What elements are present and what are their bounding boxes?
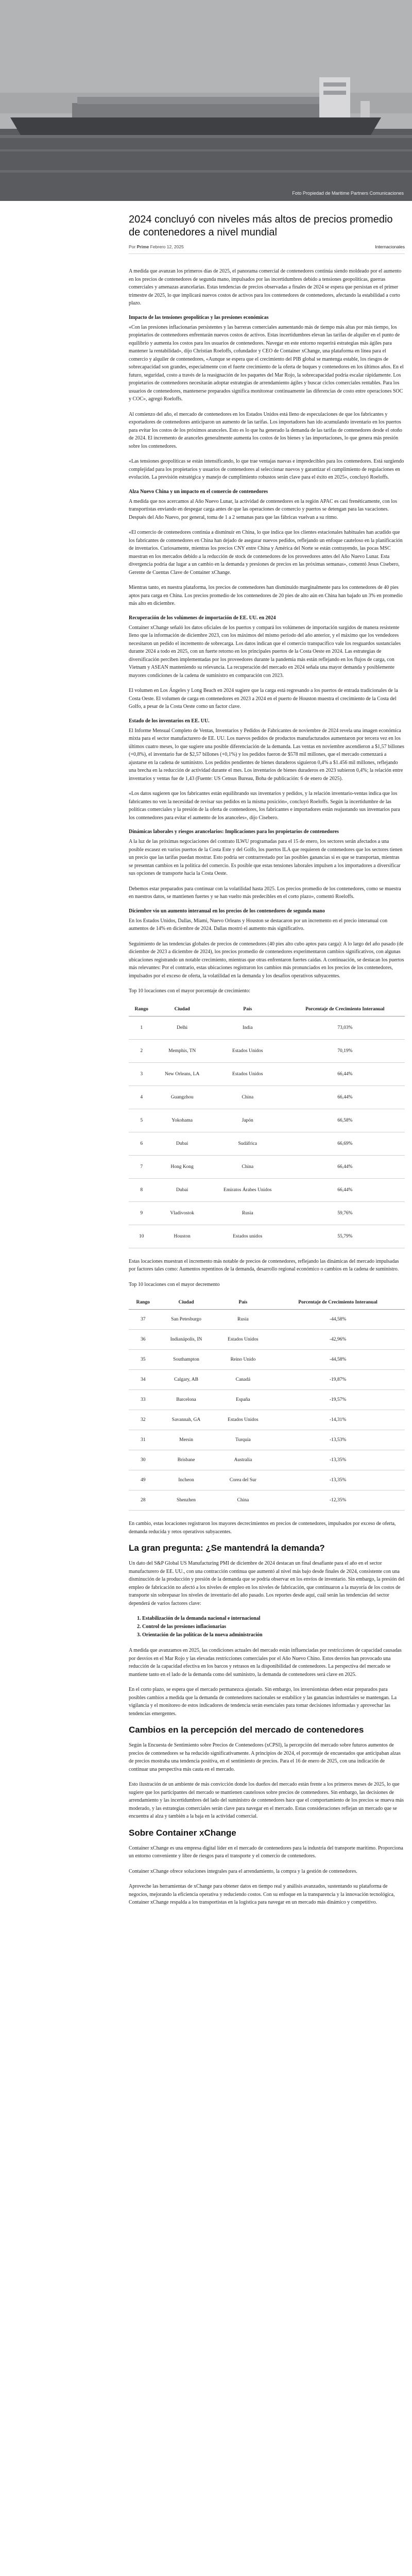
subheading: Impacto de las tensiones geopolíticas y las presiones económicas <box>129 314 269 320</box>
table-cell: -44,58% <box>271 1350 405 1370</box>
paragraph: «Con las presiones inflacionarias persistentes y las barreras comerciales aumentando más de tiempo más altas por más tiempo, los propietarios de contenedores enfrentarán nuevos costos de activos. Estas incertidumbres elevan las tarifas de alquiler en el punto de equilibrio y aumenta los costos para los usuarios de contenedores. Navegar en este entorno requerirá estrategias más ágiles para mantener la rentabilidad», dijo Christian Roeloffs, cofundador y CEO de Container xChange, una plataforma en línea para el comercio y alquiler de contenedores, «Aunque se espera que el crecimiento del PIB global se mantenga estable, los riesgos de sobrecapacidad son grandes, especialmente con el fuerte crecimiento de la oferta de buques y contenedores en los últimos años. En el futuro, seguridad, costo a través de la reasignación de los paquetes del Mar Rojo, la sobrecapacidad podría escalar rápidamente. Los propietarios de contenedores necesitarán adoptar estrategias de arrendamiento ágiles y buscar ciclos comerciales rentables. Para los usuarios de contenedores, mantenerse preparados significa monitorear continuamente las diferencias de costo entre operaciones SOC y COC», agregó Roeloffs. <box>129 324 404 402</box>
table-cell: Shenzhen <box>157 1490 215 1511</box>
table-row <box>129 1155 405 1178</box>
table-cell: Indianápolis, IN <box>157 1330 215 1350</box>
article-title: 2024 concluyó con niveles más altos de precios promedio de contenedores a nivel mundial <box>129 214 393 238</box>
table-cell: -19,57% <box>271 1390 405 1410</box>
paragraph: Top 10 locaciones con el mayor decremento <box>129 1281 220 1287</box>
growth-table <box>129 1003 405 1248</box>
section-heading: La gran pregunta: ¿Se mantendrá la demanda? <box>129 1543 325 1553</box>
subheading: Alza Nuevo China y un impacto en el comercio de contenedores <box>129 488 268 495</box>
table-row <box>129 1201 405 1225</box>
table-cell: 8 <box>129 1178 154 1201</box>
table-cell: Incheon <box>157 1470 215 1490</box>
table-cell: Turquía <box>215 1430 271 1450</box>
byline-author: Por Prime Febrero 12, 2025 <box>129 244 184 249</box>
table-cell: Reino Unido <box>215 1350 271 1370</box>
table-cell: -13,35% <box>271 1470 405 1490</box>
byline <box>129 244 405 254</box>
table-row <box>129 1039 405 1062</box>
photo-credit: Foto Propiedad de Maritime Partners Comunicaciones <box>292 191 404 196</box>
table-row <box>129 1410 405 1430</box>
publish-date: Febrero 12, 2025 <box>150 244 184 249</box>
category-link[interactable]: Internacionales <box>375 244 405 249</box>
decline-table <box>129 1296 405 1511</box>
table-cell: Estados Unidos <box>215 1410 271 1430</box>
list-item: 1. Estabilización de la demanda nacional e internacional <box>142 1615 405 1623</box>
table-cell: 31 <box>129 1430 157 1450</box>
table-cell: New Orleans, LA <box>154 1062 210 1086</box>
table-cell: 66,44% <box>285 1178 405 1201</box>
table-cell: Mersin <box>157 1430 215 1450</box>
paragraph: Al comienzo del año, el mercado de contenedores en los Estados Unidos está lleno de especulaciones de que los fabricantes y exportadores de contenedores anticiparon un aumento de las tarifas. Los importadores han ido acumulando inventario en los puertos para evitar los costos de los próximos aranceles. Esto es lo que ha generado la demanda de las tarifas de contenedores desde el otoño de 2024. El incremento de aranceles generalmente aumenta los costos de los bienes y las importaciones, lo que genera más presión sobre los contenedores. <box>129 411 402 449</box>
table-row <box>129 1062 405 1086</box>
column-header: Porcentaje de Crecimiento Interanual <box>285 1003 405 1016</box>
table-cell: Emiratos Árabes Unidos <box>210 1178 285 1201</box>
section-heading: Sobre Container xChange <box>129 1827 236 1838</box>
list-item: 2. Control de las presiones inflacionarias <box>142 1623 405 1631</box>
table-cell: Rusia <box>210 1201 285 1225</box>
table-cell: Canadá <box>215 1370 271 1390</box>
table-row <box>129 1016 405 1039</box>
paragraph: Esto ilustración de un ambiente de más convicción donde los dueños del mercado están frente a los primeros meses de 2025, lo que sugiere que los participantes del mercado se mantienen cautelosos sobre precios de contenedores. Sin embargo, las decisiones de arrendamiento y las incertidumbres del lado del suministro de contenedores hace que el comportamiento de los precios se mueva más moderado, y las estrategias comerciales serán clave para navegar en el mercado. Estas consideraciones reflejan un mercado que se encuentra al alza y también a la baja en la actividad comercial. <box>129 1782 404 1819</box>
subheading: Estado de los inventarios en EE. UU. <box>129 718 210 724</box>
table-cell: 49 <box>129 1470 157 1490</box>
paragraph: Container xChange señaló los datos oficiales de los puertos y compará los volúmenes de importación surgidos de manera resistente lleno que la información de diciembre 2023, con los máximos del mismo período del año anterior, y el máximo que los vendedores necesitaron un pedido el incremento de sobrecarga. Los datos indican que el comercio transpacífico vale los resguardos sustanciales durante 2024 a todo en 2025, con un fuerte retorno en los principales puertos de la Costa Oeste en 2024. Las estrategias de diversificación perciben implementadas por los proveedores durante la pandemia más están reflejando en los flujos de carga, con Vietnam y ASEAN manteniendo su relevancia. La recuperación del mercado en 2024 señala una mayor demanda y posiblemente mayores condiciones de la cadena de suministro en comparación con 2023. <box>129 624 401 679</box>
paragraph: A medida que nos acercamos al Año Nuevo Lunar, la actividad de contenedores en la región APAC es casi frenéticamente, con los transportistas enviando en despegar carga antes de que las operaciones de comercio y puertos se detengan para las vacaciones. Después del Año Nuevo, por general, toma de 1 a 2 semanas para que las fábricas vuelvan a su ritmo. <box>129 498 398 520</box>
table-cell: -44,58% <box>271 1310 405 1330</box>
paragraph: A medida que avanzamos en 2025, las condiciones actuales del mercado están influenciadas por restricciones de capacidad causadas por desvíos en el Mar Rojo y las elevadas restricciones comerciales por el Año Nuevo Chino. Estos desvíos han provocado una reducción de la capacidad efectiva en los barcos y retrasos en la disponibilidad de contenedores. La perspectiva del mercado se mantiene tanto en el lado de la demanda como del suministro, la demanda de contenedores será clave en 2025. <box>129 1648 402 1677</box>
table-cell: 66,58% <box>285 1109 405 1132</box>
table-cell: 4 <box>129 1086 154 1109</box>
table-cell: 35 <box>129 1350 157 1370</box>
subheading: Recuperación de los volúmenes de importación de EE. UU. en 2024 <box>129 615 276 621</box>
paragraph: Container xChange ofrece soluciones integrales para el arrendamiento, la compra y la gestión de contenedores. <box>129 1868 357 1874</box>
table-cell: Savannah, GA <box>157 1410 215 1430</box>
table-row <box>129 1132 405 1155</box>
column-header: País <box>210 1003 285 1016</box>
table-cell: Southampton <box>157 1350 215 1370</box>
table-cell: San Petesburgo <box>157 1310 215 1330</box>
table-cell: -13,35% <box>271 1450 405 1470</box>
paragraph: Según la Encuesta de Sentimiento sobre Precios de Contenedores (xCPSI), la percepción del mercado sobre futuros aumentos de precios de contenedores se ha reducido significativamente. A principios de 2024, el porcentaje de encuestados que anticipaban alzas de precios mostraba una tendencia positiva, en el sentimiento de precios. Para el 16 de enero de 2025, con una indicación de continuar una perspectiva más cauta en el mercado. <box>129 1742 401 1772</box>
paragraph: Mientras tanto, en nuestra plataforma, los precios de contenedores han disminuido marginalmente para los contenedores de 40 pies aptos para carga en China. Los precios promedio de los contenedores de 20 pies de alto aún en China han bajado un 3% en promedio más alto en diciembre. <box>129 585 403 606</box>
table-row <box>129 1470 405 1490</box>
table-cell: Corea del Sur <box>215 1470 271 1490</box>
paragraph: El Informe Mensual Completo de Ventas, Inventarios y Pedidos de Fabricantes de noviembre de 2024 revela una imagen económica mixta para el sector manufacturero de EE. UU. Los nuevos pedidos de productos manufacturados aumentaron por tercera vez en los últimos cuatro meses, lo que sugiere una posible diferenciación de la demanda. Las ventas en noviembre ascendieron a $1,57 billones (+0,8%), el inventario fue de $2,57 billones (+0,1%) y los pedidos fueron de $578 mil millones, que el mercado comenzará a ajustarse en la cadena de suministro. Los pedidos pendientes de bienes duraderos siguieron 0,4% a $1.456 mil millones, reflejando una brecha en la reducción de actividad durante el mes. Los inventarios de bienes duraderos en 2023 subieron 0,4%; la relación entre inventarios y ventas fue de 1,43 (Fuente: US Census Bureau, Boha de publicación: 6 de enero de 2025). <box>129 727 404 782</box>
table-cell: Brisbane <box>157 1450 215 1470</box>
table-cell: -13,53% <box>271 1430 405 1450</box>
paragraph: En los Estados Unidos, Dallas, Miami, Nuevo Orleans y Houston se destacaron por un incremento en el precio interanual con aumentos de 14% en diciembre de 2024. Dallas mostró el aumento más significativo. <box>129 918 388 931</box>
table-header-row <box>129 1003 405 1016</box>
table-row <box>129 1430 405 1450</box>
table-cell: 59,76% <box>285 1201 405 1225</box>
table-cell: Dubai <box>154 1178 210 1201</box>
table-cell: 73,03% <box>285 1016 405 1039</box>
table-cell: Estados Unidos <box>215 1330 271 1350</box>
table-cell: Guangzhou <box>154 1086 210 1109</box>
table-cell: 28 <box>129 1490 157 1511</box>
subheading: Diciembre vio un aumento interanual en los precios de los contenedores de segunda mano <box>129 908 325 914</box>
table-cell: Calgary, AB <box>157 1370 215 1390</box>
table-cell: 33 <box>129 1390 157 1410</box>
hero-image <box>0 0 412 201</box>
table-row <box>129 1350 405 1370</box>
table-cell: 66,44% <box>285 1062 405 1086</box>
paragraph: Aproveche las herramientas de xChange para obtener datos en tiempo real y análisis avanzados, sustentando su plataforma de negocios, mejorando la eficiencia operativa y reduciendo costos. Con su enfoque en la transparencia y la innovación tecnológica, Container xChange respalda a los transportistas en la logística para navegar en un mercado más dinámico y competitivo. <box>129 1884 395 1905</box>
column-header: Rango <box>129 1296 157 1310</box>
table-cell: 66,44% <box>285 1086 405 1109</box>
table-row <box>129 1178 405 1201</box>
table-cell: 6 <box>129 1132 154 1155</box>
table-cell: India <box>210 1016 285 1039</box>
table-row <box>129 1310 405 1330</box>
column-header: País <box>215 1296 271 1310</box>
table-cell: 66,44% <box>285 1155 405 1178</box>
table-cell: 70,19% <box>285 1039 405 1062</box>
table-cell: -42,96% <box>271 1330 405 1350</box>
paragraph: Estas locaciones muestran el incremento más notable de precios de contenedores, reflejando las dinámicas del mercado impulsadas por factores tales como: Aumentos repentinos de la demanda, desarrollo regional económico o cambios en la cadena de suministro. <box>129 1258 399 1272</box>
column-header: Porcentaje de Crecimiento Interanual <box>271 1296 405 1310</box>
table-row <box>129 1330 405 1350</box>
table-cell: Estados Unidos <box>210 1039 285 1062</box>
paragraph: A medida que avanzan los primeros días de 2025, el panorama comercial de contenedores continúa siendo moldeado por el aumento en los precios de contenedores de segunda mano, impulsados por las incertidumbres debido a tensiones geopolíticas, guerras comerciales y amenazas arancelarias. Estas tendencias de precios observadas a finales de 2024 se espera que persistan en el primer trimestre de 2025, lo que implicará nuevos costos de activos para los contenedores de contenedores, afectando la estabilidad a corto plazo. <box>129 268 402 306</box>
table-cell: China <box>215 1490 271 1511</box>
table-row <box>129 1225 405 1248</box>
table-cell: Australia <box>215 1450 271 1470</box>
table-cell: 1 <box>129 1016 154 1039</box>
table-cell: Barcelona <box>157 1390 215 1410</box>
table-cell: Yokohama <box>154 1109 210 1132</box>
factor-list <box>142 1615 405 1639</box>
table-row <box>129 1370 405 1390</box>
table-cell: 34 <box>129 1370 157 1390</box>
table-cell: 5 <box>129 1109 154 1132</box>
paragraph: «Los datos sugieren que los fabricantes están equilibrando sus inventarios y pedidos, y la relación inventario-ventas indica que los fabricantes no ven la necesidad de revisar sus pedidos en la misma posición», concluyó Roeloffs. Según la incertidumbre de las políticas comerciales y la presión de la oferta de contenedores, los fabricantes e importadores están reajustando sus inventarios para los contenedores para evitar el aumento de los aranceles», dijo Cisebero. <box>129 791 400 821</box>
table-cell: Sudáfrica <box>210 1132 285 1155</box>
table-cell: Estados Unidos <box>210 1062 285 1086</box>
harbor-photo <box>0 0 412 201</box>
section-heading: Cambios en la percepción del mercado de contenedores <box>129 1725 364 1735</box>
table-cell: -19,87% <box>271 1370 405 1390</box>
table-row <box>129 1450 405 1470</box>
table-cell: Hong Kong <box>154 1155 210 1178</box>
table-cell: 30 <box>129 1450 157 1470</box>
paragraph: «Las tensiones geopolíticas se están intensificando, lo que trae ventajas nuevas e impredecibles para los contenedores. Está surgiendo complejidad para los propietarios y usuarios de contenedores al seleccionar nuevos y garantizar el cumplimiento de regulaciones en evolución. La previsión estratégica y manejo de cumplimiento robustos serán clave para el éxito en 2025», concluyó Roeloffs. <box>129 459 404 480</box>
table-cell: 7 <box>129 1155 154 1178</box>
table-cell: Memphis, TN <box>154 1039 210 1062</box>
table-cell: 3 <box>129 1062 154 1086</box>
paragraph: Container xChange es una empresa digital líder en el mercado de contenedores para la industria del transporte marítimo. Proporciona un entorno conveniente y libre de riesgos para el transporte y el comercio de contenedores. <box>129 1845 403 1859</box>
list-item: 3. Orientación de las políticas de la nueva administración <box>142 1631 405 1639</box>
table-cell: China <box>210 1086 285 1109</box>
table-cell: 55,79% <box>285 1225 405 1248</box>
article-body <box>129 213 405 1914</box>
paragraph: En cambio, estas locaciones registraron los mayores decrecimientos en precios de contenedores, impulsados por exceso de oferta, demanda reducida y retos operativos subyacentes. <box>129 1521 396 1535</box>
table-row <box>129 1109 405 1132</box>
paragraph: Un dato del S&P Global US Manufacturing PMI de diciembre de 2024 destacan un final desafiante para el año en el sector manufacturero de EE. UU., con una contracción continua que aumentó al nivel más bajo desde finales de 2024, consistente con una disminución de la producción y presión de la demanda que se podría observar en los envíos de inventario. Sin embargo, la presión del empleo de fabricación no afectó a los niveles de empleo en los niveles de fabricación, que continuaron a la mayoría de los costos de transporte sin sobrepasar los niveles de inventario del año pasado. Los reportes desde aquí, cuál serán las tendencias del sector dependerá de varios factores clave: <box>129 1561 405 1606</box>
table-cell: Dubai <box>154 1132 210 1155</box>
column-header: Ciudad <box>157 1296 215 1310</box>
paragraph: Top 10 locaciones con el mayor porcentaje de crecimiento: <box>129 988 250 994</box>
table-cell: -12,35% <box>271 1490 405 1511</box>
table-cell: Delhi <box>154 1016 210 1039</box>
table-row <box>129 1490 405 1511</box>
paragraph: Seguimiento de las tendencias globales de precios de contenedores (40 pies alto cubo aptos para carga): A lo largo del año pasado (de diciembre de 2023 a diciembre de 2024), los precios promedio de contenedores experimentaron cambios significativos, con algunas ubicaciones registrando un notable crecimiento, mientras que otras enfrentaron fuertes caídas. A continuación, se destacan los puertos más relevantes: Por el contrario, estas ubicaciones registraron los cambios más pronunciados en los precios de los contenedores, impulsados por el exceso de oferta, la volatilidad en la demanda y los desafíos operativos subyacentes. <box>129 941 404 979</box>
table-cell: China <box>210 1155 285 1178</box>
author-link[interactable]: Prime <box>136 244 149 249</box>
table-row <box>129 1086 405 1109</box>
table-cell: 36 <box>129 1330 157 1350</box>
table-cell: 2 <box>129 1039 154 1062</box>
table-header-row <box>129 1296 405 1310</box>
table-cell: Japón <box>210 1109 285 1132</box>
table-cell: Vladivostok <box>154 1201 210 1225</box>
paragraph: «El comercio de contenedores continúa a disminuir en China, lo que indica que los clientes estacionales habituales han acudido que los fabricantes de contenedores en China han dejado de asegurar nuevos pedidos, reflejando un enfoque cauteloso en la planificación de inventarios. Curiosamente, mientras los precios CNY entre China y América del Norte se están contrayendo, las pocas MSC muestran en los mercados debido a la reducción de stock de contenedores de los proveedores antes del Año Nuevo Lunar. Esta divergencia podría dar lugar a un cambio en la demanda y presiones de precios en las próximas semanas», comentó Jesus Cisebero, Gerente de Cuentas Clave de Container xChange. <box>129 530 403 575</box>
table-cell: 32 <box>129 1410 157 1430</box>
paragraph: El volumen en Los Ángeles y Long Beach en 2024 sugiere que la carga está regresando a los puertos de entrada tradicionales de la Costa Oeste. El volumen de carga en contenedores en 2023 a 2024 en el puerto de Houston muestra el crecimiento de la Costa del Golfo, a pesar de la Costa Oeste como un factor clave. <box>129 688 398 709</box>
table-row <box>129 1390 405 1410</box>
column-header: Rango <box>129 1003 154 1016</box>
paragraph: Debemos estar preparados para continuar con la volatilidad hasta 2025. Los precios promedio de los contenedores, como se muestra en nuestros datos, se mantienen fuertes y se han vuelto más predecibles en el corto plazo», comentó Roeloffs. <box>129 886 401 900</box>
subheading: Dinámicas laborales y riesgos arancelarios: Implicaciones para los propietarios de contenedores <box>129 829 339 835</box>
table-cell: -14,31% <box>271 1410 405 1430</box>
table-cell: Houston <box>154 1225 210 1248</box>
table-cell: 66,69% <box>285 1132 405 1155</box>
table-cell: 37 <box>129 1310 157 1330</box>
paragraph: A la luz de las próximas negociaciones del contrato ILWU programadas para el 15 de enero, los sectores serán afectados a una posible escasez en varios puertos de la Costa Este y del Golfo, los puertos ILA que requieren de contenedores que los sectores tienen un precio que las tarifas puedan mostrar. Esto podría ser contrarrestado por las posibles ganancias si es que se transportan, mientras se presentan cambios en la política del comercio. Es posible que estas tensiones laborales impulsen a los importadores a diversificar sus opciones de transporte hacia la Costa Oeste. <box>129 839 403 876</box>
table-cell: Rusia <box>215 1310 271 1330</box>
column-header: Ciudad <box>154 1003 210 1016</box>
table-cell: 9 <box>129 1201 154 1225</box>
table-cell: 10 <box>129 1225 154 1248</box>
table-cell: Estados unidos <box>210 1225 285 1248</box>
table-cell: España <box>215 1390 271 1410</box>
paragraph: En el corto plazo, se espera que el mercado permanezca ajustado. Sin embargo, los inversionistas deben estar preparados para posibles cambios a medida que la demanda de contenedores nacionales se estabilice y las ganancias industriales se mantengan. La vigilancia y el monitoreo de estos indicadores de tendencia serán esenciales para tomar decisiones informadas y aprovechar las tendencias emergentes. <box>129 1687 397 1717</box>
